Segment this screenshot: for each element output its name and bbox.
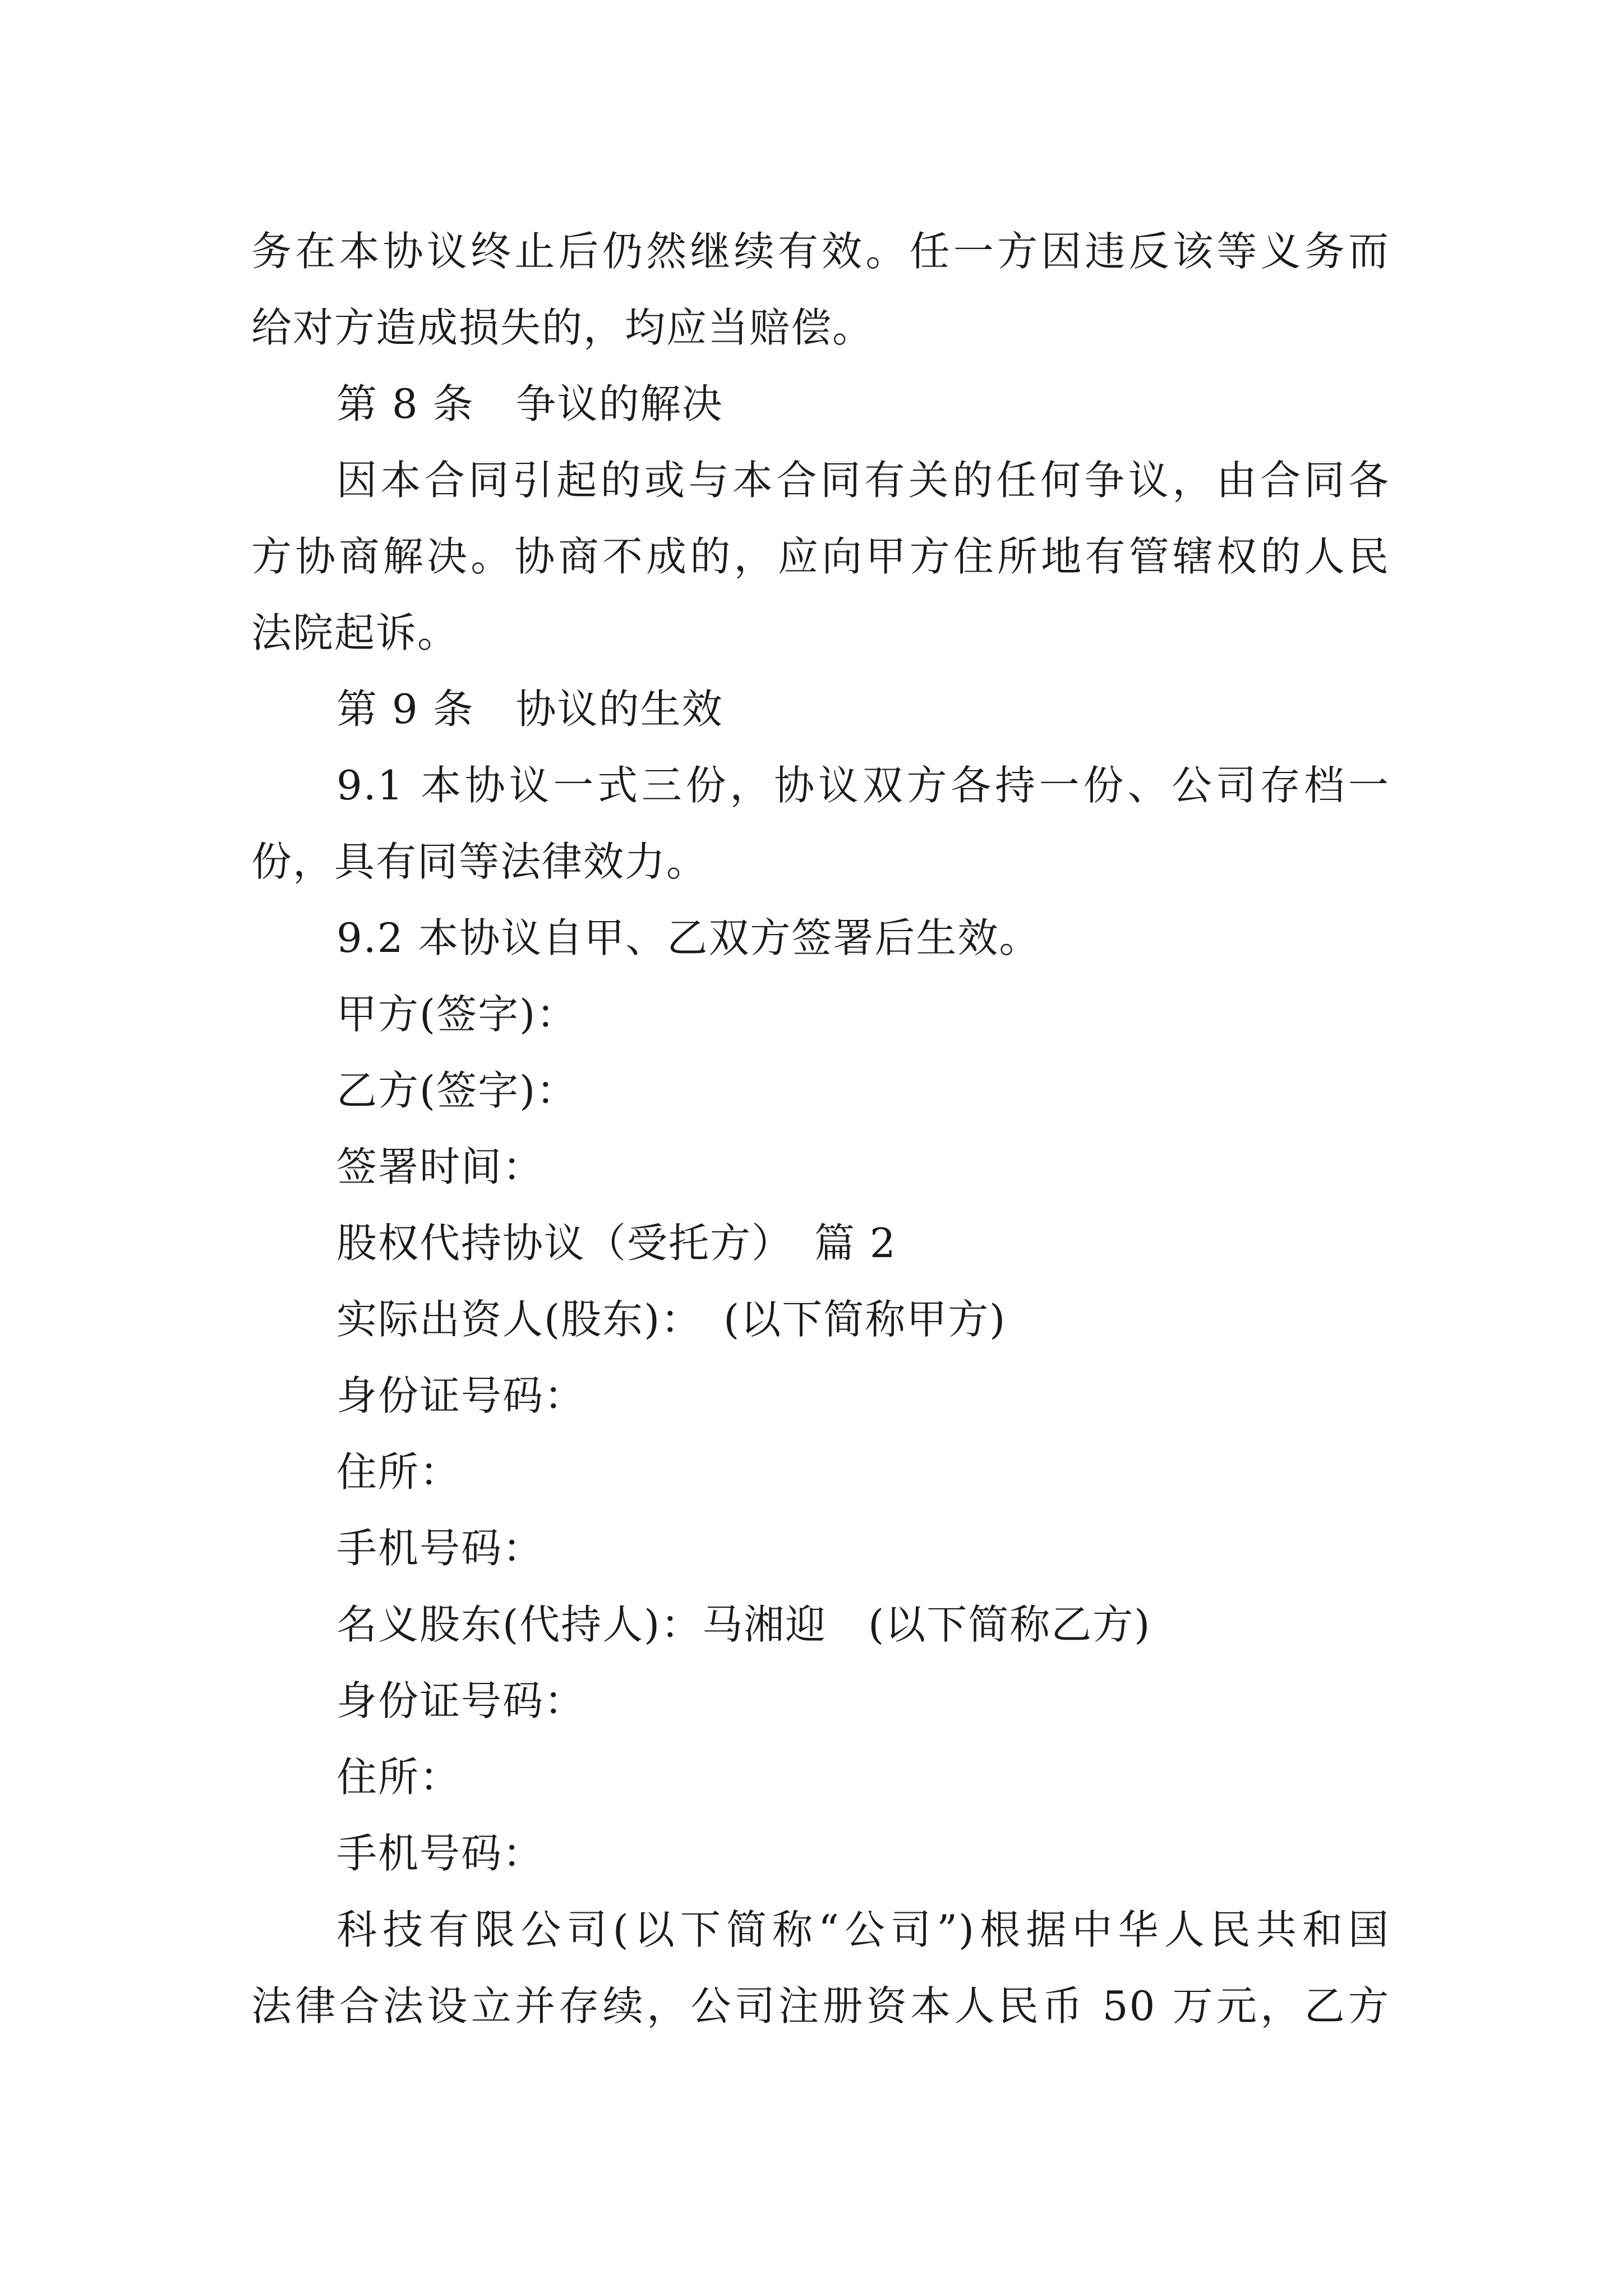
id-number-field: 身份证号码：	[336, 1372, 586, 1419]
text-line: 因本合同引起的或与本合同有关的任何争议，由合同各	[336, 457, 1390, 504]
party-a-label: 实际出资人(股东)： (以下简称甲方)	[336, 1296, 1007, 1343]
document-body	[251, 213, 1390, 2044]
signature-field-party-b: 乙方(签字)：	[336, 1067, 578, 1114]
text-line: 9.2 本协议自甲、乙双方签署后生效。	[336, 914, 1041, 961]
address-field: 住所：	[336, 1448, 462, 1496]
phone-field: 手机号码：	[336, 1830, 545, 1877]
phone-field: 手机号码：	[336, 1525, 545, 1572]
document-title: 股权代持协议（受托方） 篇 2	[336, 1220, 897, 1267]
text-line: 科技有限公司(以下简称“公司”)根据中华人民共和国	[336, 1906, 1390, 1953]
text-line: 务在本协议终止后仍然继续有效。任一方因违反该等义务而	[251, 228, 1390, 275]
signing-date-field: 签署时间：	[336, 1143, 545, 1190]
text-line: 给对方造成损失的，均应当赔偿。	[251, 304, 874, 351]
section-heading: 第 8 条 争议的解决	[336, 380, 723, 427]
text-line: 法院起诉。	[251, 609, 459, 656]
address-field: 住所：	[336, 1754, 462, 1801]
signature-field-party-a: 甲方(签字)：	[336, 991, 578, 1038]
text-line: 9.1 本协议一式三份，协议双方各持一份、公司存档一	[336, 762, 1390, 809]
text-line: 份，具有同等法律效力。	[251, 838, 708, 885]
party-b-label: 名义股东(代持人)：马湘迎 (以下简称乙方)	[336, 1601, 1151, 1648]
id-number-field: 身份证号码：	[336, 1677, 586, 1724]
section-heading: 第 9 条 协议的生效	[336, 685, 723, 733]
text-line: 法律合法设立并存续，公司注册资本人民币 50 万元，乙方	[251, 1982, 1390, 2030]
text-line: 方协商解决。协商不成的，应向甲方住所地有管辖权的人民	[251, 533, 1390, 580]
